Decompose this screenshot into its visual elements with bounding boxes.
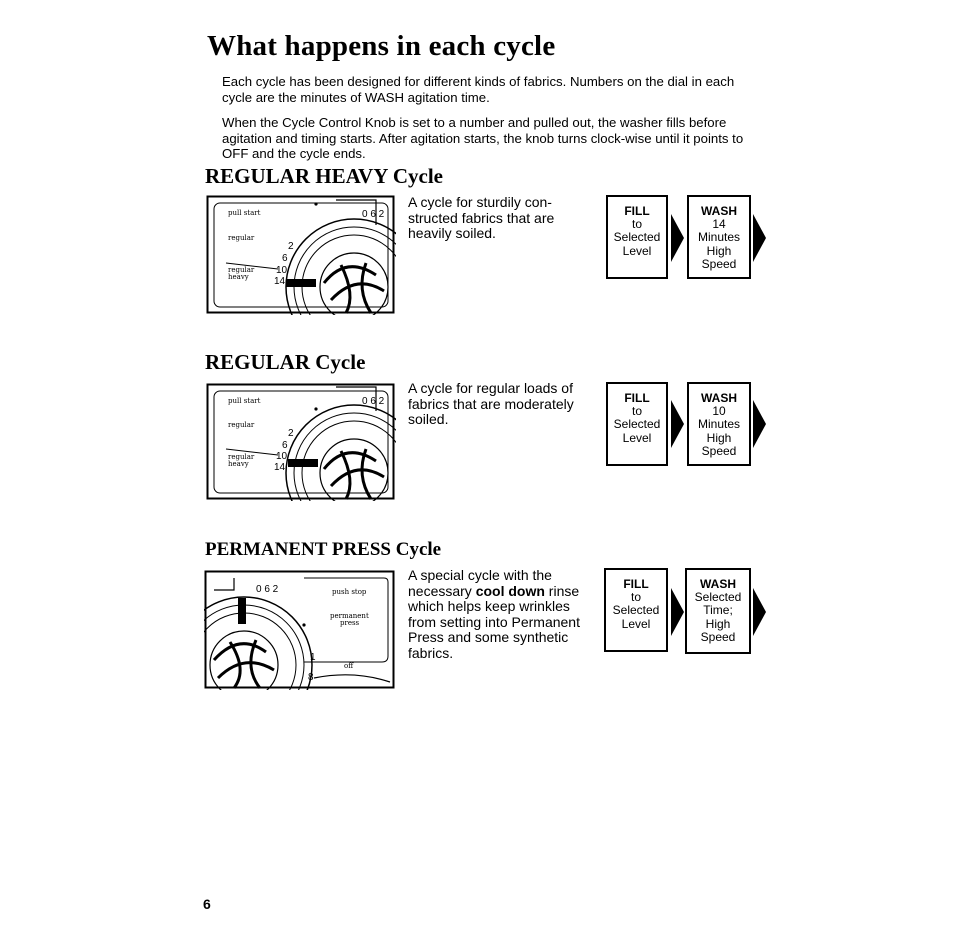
dial-number-8: 8: [308, 672, 314, 683]
wash-step-line: Minutes: [697, 417, 741, 432]
dial-number-1: 1: [310, 652, 316, 663]
wash-step-line: High: [706, 430, 732, 445]
wash-step-line: High: [706, 243, 732, 258]
wash-step-line: 14: [712, 217, 726, 232]
fill-step-box: [604, 568, 668, 652]
wash-step-line: Speed: [701, 256, 737, 271]
wash-step-box: [687, 195, 751, 279]
wash-step-line: 10: [712, 404, 726, 419]
wash-step-box: [687, 382, 751, 466]
cycle-dial-illustration: [206, 195, 396, 315]
fill-step-line: to: [630, 590, 641, 605]
dial-label-pull-start: pull start: [228, 397, 261, 405]
dial-label-regular-heavy-1: regular: [228, 266, 255, 274]
wash-step-box: [685, 568, 751, 654]
wash-step-line: Selected: [694, 590, 742, 605]
step-arrow-icon: [670, 212, 686, 264]
wash-step-line: Time;: [703, 603, 733, 618]
dial-ring-numbers: 0 6 2: [362, 209, 385, 220]
dial-number-2: 2: [288, 241, 294, 252]
wash-step-line: Minutes: [697, 230, 741, 245]
dial-label-off: off: [344, 662, 354, 670]
dial-label-permanent: permanent: [330, 612, 369, 620]
fill-step-head: FILL: [623, 577, 649, 591]
fill-step-head: FILL: [624, 204, 650, 218]
description-bold-text: cool down: [475, 582, 545, 599]
dial-number-14: 14: [274, 276, 286, 287]
fill-step-box: [606, 382, 668, 466]
step-arrow-icon: [670, 586, 686, 638]
wash-step-line: Speed: [701, 443, 737, 458]
fill-step-line: Selected: [612, 603, 660, 618]
dial-ring-numbers: 0 6 2: [362, 396, 385, 407]
dial-label-regular: regular: [228, 421, 255, 429]
intro-paragraph-1: Each cycle has been designed for different kinds of fabrics. Numbers on the dial in each cycle are the minutes of WASH agitation time.: [222, 74, 735, 105]
dial-number-2: 2: [288, 428, 294, 439]
wash-step-line: High: [705, 616, 731, 631]
cycle-description: A cycle for sturdily con-structed fabrics that are heavily soiled.: [408, 194, 555, 241]
fill-step-line: to: [631, 404, 642, 419]
cycle-description: [408, 568, 594, 661]
fill-step-head: FILL: [624, 391, 650, 405]
cycle-description: A cycle for regular loads of fabrics that are moderately soiled.: [408, 380, 574, 427]
dial-number-14: 14: [274, 462, 286, 473]
fill-step-line: Level: [621, 616, 651, 631]
step-arrow-icon: [752, 586, 768, 638]
step-arrow-icon: [670, 398, 686, 450]
dial-label-pull-start: pull start: [228, 209, 261, 217]
dial-number-6: 6: [282, 440, 288, 451]
cycle-dial-illustration: [204, 570, 396, 690]
dial-number-6: 6: [282, 253, 288, 264]
section-heading-regular: REGULAR Cycle: [205, 350, 366, 374]
wash-step-head: WASH: [701, 204, 737, 218]
fill-step-box: [606, 195, 668, 279]
fill-step-line: Selected: [613, 230, 661, 245]
wash-step-line: Speed: [700, 629, 736, 644]
dial-label-regular-heavy-2: heavy: [228, 460, 249, 468]
section-heading-permanent-press: PERMANENT PRESS Cycle: [205, 539, 442, 560]
intro-paragraph-2: When the Cycle Control Knob is set to a number and pulled out, the washer fills before agitation and timing starts. After agitation starts, the knob turns clock-wise until it points to OFF and the cycle ends.: [222, 115, 744, 161]
wash-step-head: WASH: [700, 577, 736, 591]
description-text: rinse which helps keep wrinkles from setting into Permanent Press and some synthetic fabrics.: [408, 582, 580, 661]
description-text: A special cycle with the necessary: [408, 567, 552, 599]
dial-label-press: press: [340, 619, 360, 627]
cycle-dial-illustration: [206, 383, 396, 501]
dial-label-regular-heavy-2: heavy: [228, 273, 249, 281]
dial-number-10: 10: [276, 451, 288, 462]
dial-ring-numbers: 0 6 2: [256, 584, 279, 595]
page-title: What happens in each cycle: [207, 30, 556, 62]
step-arrow-icon: [752, 212, 768, 264]
section-heading-regular-heavy: REGULAR HEAVY Cycle: [205, 164, 444, 188]
dial-label-regular-heavy-1: regular: [228, 453, 255, 461]
fill-step-line: to: [631, 217, 642, 232]
dial-label-push-stop: push stop: [332, 588, 367, 596]
dial-label-regular: regular: [228, 234, 255, 242]
wash-step-head: WASH: [701, 391, 737, 405]
fill-step-line: Level: [622, 430, 652, 445]
fill-step-line: Level: [622, 243, 652, 258]
fill-step-line: Selected: [613, 417, 661, 432]
dial-number-10: 10: [276, 265, 288, 276]
step-arrow-icon: [752, 398, 768, 450]
page-number: 6: [203, 896, 211, 912]
